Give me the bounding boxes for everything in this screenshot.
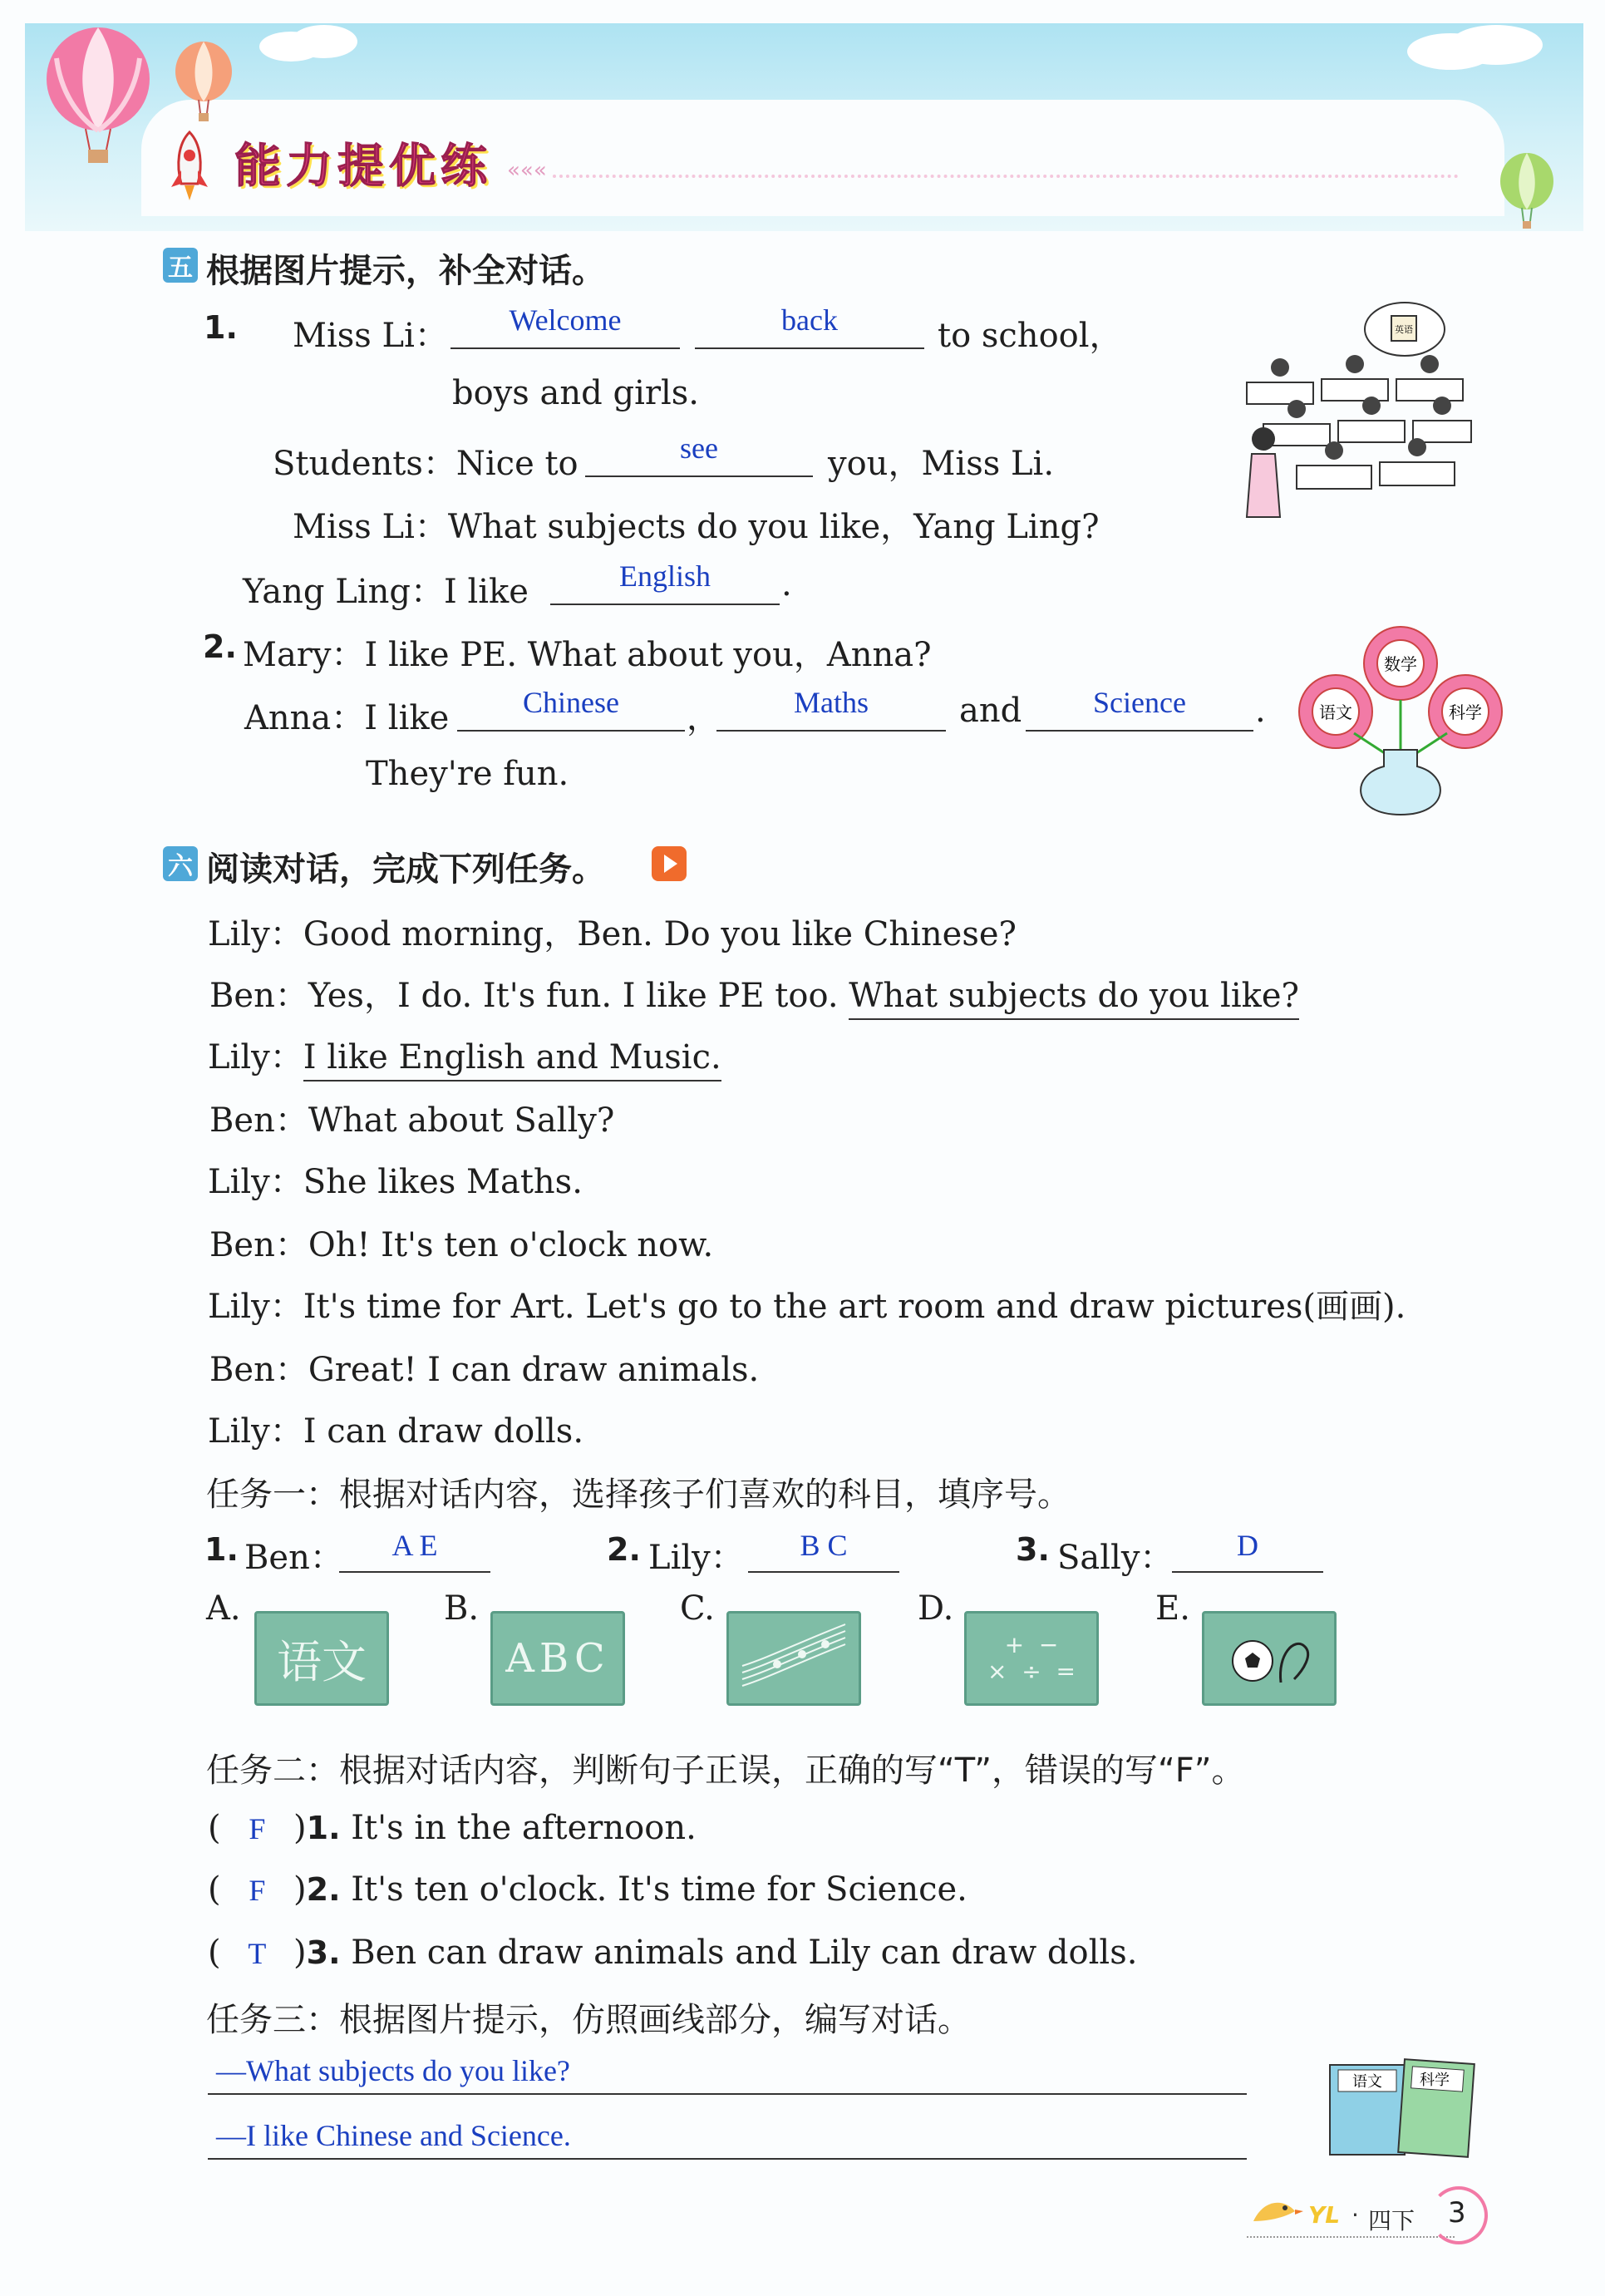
dialogue-line: Lily：She likes Maths. xyxy=(208,1163,583,1201)
question-number: 3. xyxy=(306,1934,341,1971)
answer-blank xyxy=(550,604,780,605)
tf-answer: F xyxy=(249,1874,266,1907)
underlined-model-question: What subjects do you like? xyxy=(849,977,1299,1020)
dialogue-text: Students：Nice to xyxy=(273,445,578,483)
flower-label-science: 科学 xyxy=(1449,702,1482,722)
bracket-open: ( xyxy=(208,1809,221,1847)
grade-label: 四下 xyxy=(1368,2207,1415,2234)
bracket-open: ( xyxy=(208,1934,221,1972)
speaker-label: Lily： xyxy=(208,1038,303,1077)
section-instruction: 阅读对话，完成下列任务。 xyxy=(206,850,605,889)
dialogue-text: Ben：Yes，I do. It's fun. I like PE too. xyxy=(209,977,839,1015)
flower-vase-illustration xyxy=(1292,625,1509,816)
answer-text: A E xyxy=(391,1529,438,1562)
question-number: 2. xyxy=(607,1531,641,1568)
dialogue-text: and xyxy=(959,692,1022,730)
answer-blank xyxy=(585,475,813,477)
answer-blank xyxy=(748,1571,899,1573)
dialogue-text: . xyxy=(781,565,792,604)
answer-blank xyxy=(695,347,924,349)
question-number: 2. xyxy=(203,628,237,665)
answer-line xyxy=(208,2093,1247,2095)
option-letter: E. xyxy=(1155,1589,1190,1628)
answer-blank xyxy=(1172,1571,1323,1573)
question-number: 1. xyxy=(306,1810,341,1846)
footer-dot: · xyxy=(1351,2201,1359,2229)
dialogue-line xyxy=(209,969,1299,1017)
question-number: 1. xyxy=(204,1531,239,1568)
answer-blank xyxy=(339,1571,490,1573)
true-false-item xyxy=(208,1934,1137,1972)
punctuation: ， xyxy=(687,699,720,737)
true-false-item xyxy=(208,1870,967,1909)
section-badge: 六 xyxy=(163,846,198,881)
dialogue-line: Lily：Good morning，Ben. Do you like Chinese? xyxy=(208,915,1017,953)
answer-text: English xyxy=(618,559,711,593)
cloud-icon xyxy=(258,23,366,65)
music-staff-icon xyxy=(736,1621,852,1696)
item-label: Lily： xyxy=(648,1539,744,1577)
dialogue-line: Lily：I can draw dolls. xyxy=(208,1412,584,1451)
true-false-item xyxy=(208,1809,697,1847)
option-letter: D. xyxy=(918,1589,954,1628)
balloon-large-icon xyxy=(40,25,156,166)
answer-text: Chinese xyxy=(523,686,619,719)
task-instruction: 任务二：根据对话内容，判断句子正误，正确的写“T”，错误的写“F”。 xyxy=(206,1752,1245,1790)
bracket-open: ( xyxy=(208,1870,221,1909)
book-label-chinese: 语文 xyxy=(1352,2073,1382,2091)
dialogue-text: you，Miss Li. xyxy=(828,445,1055,483)
statement-text: Ben can draw animals and Lily can draw dolls. xyxy=(351,1934,1138,1972)
statement-text: It's ten o'clock. It's time for Science. xyxy=(351,1870,967,1909)
answer-text: Welcome xyxy=(509,303,622,337)
answer-line xyxy=(208,2158,1247,2160)
written-answer: —I like Chinese and Science. xyxy=(216,2119,571,2152)
title-decor-arrows: ««« xyxy=(507,158,547,183)
two-books-illustration xyxy=(1323,2053,1478,2161)
task-instruction: 任务三：根据图片提示，仿照画线部分，编写对话。 xyxy=(206,2001,971,2039)
bird-mascot-icon xyxy=(1247,2191,1305,2233)
dialogue-text: Miss Li：What subjects do you like，Yang Ling? xyxy=(293,508,1100,546)
section-instruction: 根据图片提示，补全对话。 xyxy=(206,252,605,290)
football-rope-icon xyxy=(1211,1621,1327,1696)
option-letter: A. xyxy=(206,1589,241,1628)
tf-answer: F xyxy=(249,1812,266,1845)
rocket-icon xyxy=(165,129,214,204)
option-pe-tile xyxy=(1202,1611,1337,1706)
answer-text: Maths xyxy=(794,686,869,719)
dialogue-line: Lily：It's time for Art. Let's go to the art room and draw pictures(画画). xyxy=(208,1288,1406,1326)
bubble-book-label: 英语 xyxy=(1395,324,1413,335)
title-divider xyxy=(553,175,1459,178)
book-label-science: 科学 xyxy=(1420,2072,1450,2089)
balloon-small-icon xyxy=(170,40,237,123)
answer-text: D xyxy=(1237,1529,1258,1562)
brand-logo: YL xyxy=(1308,2201,1341,2229)
dialogue-line xyxy=(208,1031,721,1078)
answer-text: B C xyxy=(800,1529,848,1562)
option-letter: B. xyxy=(444,1589,480,1628)
option-chinese-tile xyxy=(254,1611,389,1706)
underlined-model-answer: I like English and Music. xyxy=(303,1038,721,1081)
dialogue-text: Anna：I like xyxy=(244,699,450,737)
play-audio-icon[interactable] xyxy=(652,846,687,881)
answer-blank xyxy=(716,730,946,732)
speaker-label: Miss Li： xyxy=(293,317,448,355)
page-number: 3 xyxy=(1448,2196,1466,2229)
bracket-close: ) xyxy=(293,1809,307,1847)
dialogue-text: boys and girls. xyxy=(452,374,700,412)
task-instruction: 任务一：根据对话内容，选择孩子们喜欢的科目，填序号。 xyxy=(206,1476,1071,1514)
section-badge: 五 xyxy=(163,248,198,283)
answer-text: Science xyxy=(1093,686,1186,719)
answer-text: see xyxy=(680,431,718,465)
tf-answer: T xyxy=(248,1937,267,1970)
item-label: Sally： xyxy=(1057,1539,1174,1577)
dialogue-line: Ben：Great! I can draw animals. xyxy=(209,1351,760,1389)
option-content: ABC xyxy=(505,1635,610,1682)
option-content: 语文 xyxy=(277,1635,367,1688)
classroom-illustration xyxy=(1230,299,1479,524)
flower-label-maths: 数学 xyxy=(1384,654,1417,674)
dialogue-line: Ben：Oh! It's ten o'clock now. xyxy=(209,1226,714,1264)
dialogue-text: Yang Ling：I like xyxy=(243,573,529,611)
bracket-close: ) xyxy=(293,1870,307,1909)
dialogue-line: Ben：What about Sally? xyxy=(209,1101,615,1140)
balloon-green-icon xyxy=(1496,151,1558,234)
cloud-icon xyxy=(1405,23,1546,73)
answer-blank xyxy=(457,730,685,732)
written-answer: —What subjects do you like? xyxy=(216,2054,570,2087)
question-number: 3. xyxy=(1016,1531,1050,1568)
answer-blank xyxy=(450,347,680,349)
punctuation: . xyxy=(1255,692,1266,730)
option-maths-tile xyxy=(964,1611,1099,1706)
dialogue-text: They're fun. xyxy=(366,755,569,793)
section-title: 能力提优练 xyxy=(234,140,492,194)
item-label: Ben： xyxy=(244,1539,343,1577)
answer-blank xyxy=(1026,730,1253,732)
question-number: 2. xyxy=(306,1871,341,1908)
option-music-tile xyxy=(726,1611,861,1706)
answer-text: back xyxy=(781,303,838,337)
bracket-close: ) xyxy=(293,1934,307,1972)
flower-label-chinese: 语文 xyxy=(1319,702,1352,722)
statement-text: It's in the afternoon. xyxy=(351,1809,697,1847)
question-number: 1. xyxy=(204,309,238,346)
option-english-tile xyxy=(490,1611,625,1706)
option-letter: C. xyxy=(680,1589,715,1628)
dialogue-text: Mary：I like PE. What about you，Anna? xyxy=(243,636,932,674)
footer-underline xyxy=(1247,2236,1455,2238)
math-symbols-icon: + − × ÷ = xyxy=(987,1631,1076,1685)
dialogue-text: to school， xyxy=(938,317,1123,355)
